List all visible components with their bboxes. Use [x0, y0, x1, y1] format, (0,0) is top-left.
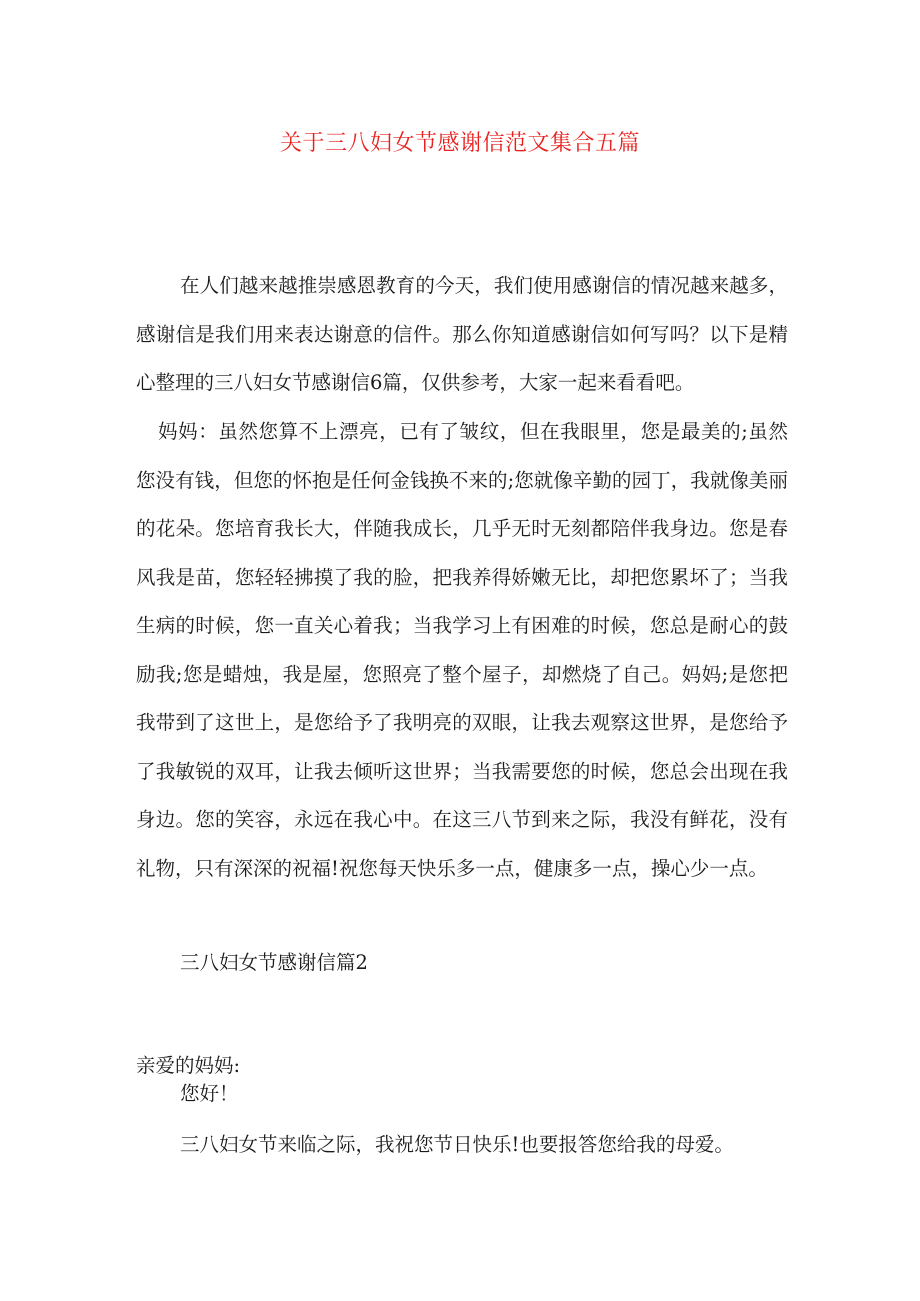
letter-2-first-line: 三八妇女节来临之际，我祝您节日快乐!也要报答您给我的母爱。	[180, 1133, 734, 1156]
letter-1-paragraph: 妈妈：虽然您算不上漂亮，已有了皱纹，但在我眼里，您是最美的;虽然您没有钱，但您的怀抱是任何金钱换不来的;您就像辛勤的园丁，我就像美丽的花朵。您培育我长大，伴随我成长，几乎无时无刻都陪伴我身边。您是春风我是苗，您轻轻拂摸了我的脸，把我养得娇嫩无比，却把您累坏了；当我生病的时候，您一直关心着我；当我学习上有困难的时候，您总是耐心的鼓励我;您是蜡烛，我是屋，您照亮了整个屋子，却燃烧了自己。妈妈;是您把我带到了这世上，是您给予了我明亮的双眼，让我去观察这世界，是您给予了我敏锐的双耳，让我去倾听这世界；当我需要您的时候，您总会出现在我身边。您的笑容，永远在我心中。在这三八节到来之际，我没有鲜花，没有礼物，只有深深的祝福!祝您每天快乐多一点，健康多一点，操心少一点。	[136, 420, 788, 880]
letter-greeting: 您好！	[180, 1082, 239, 1105]
document-title: 关于三八妇女节感谢信范文集合五篇	[279, 131, 640, 156]
section-heading-2: 三八妇女节感谢信篇2	[180, 951, 368, 974]
letter-salutation: 亲爱的妈妈:	[136, 1054, 241, 1077]
intro-paragraph: 在人们越来越推崇感恩教育的今天，我们使用感谢信的情况越来越多，感谢信是我们用来表达谢意的信件。那么你知道感谢信如何写吗？以下是精心整理的三八妇女节感谢信6篇，仅供参考，大家一起来看看吧。	[136, 274, 788, 394]
